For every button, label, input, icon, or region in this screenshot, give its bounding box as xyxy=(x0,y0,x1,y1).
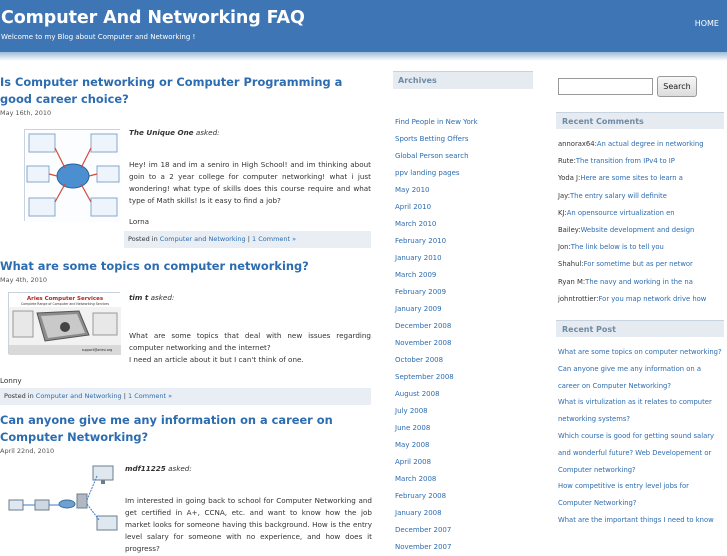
post-body xyxy=(0,117,372,247)
comment-item xyxy=(558,239,724,256)
site-title[interactable]: Computer And Networking FAQ xyxy=(1,8,305,28)
post-date: May 4th, 2010 xyxy=(0,276,47,284)
comment-author: KJ: xyxy=(558,208,567,217)
comment-item xyxy=(558,170,724,187)
comment-link[interactable]: For you map network drive how xyxy=(598,294,707,303)
post-title[interactable]: Is Computer networking or Computer Programming a good career choice? xyxy=(0,75,343,106)
archive-link[interactable]: March 2009 xyxy=(395,271,437,279)
comment-item xyxy=(558,188,724,205)
site-header xyxy=(0,0,727,52)
site-tagline: Welcome to my Blog about Computer and Networking ! xyxy=(1,33,196,41)
recent-post-link[interactable]: What are some topics on computer networking? xyxy=(558,348,722,356)
post-author: Lorna xyxy=(129,217,150,226)
comment-link[interactable]: For sometime but as per networ xyxy=(583,260,693,269)
archives-list xyxy=(395,114,478,556)
post-text xyxy=(129,330,371,366)
archive-link[interactable]: December 2007 xyxy=(395,526,452,534)
comment-link[interactable]: The link below is to tell you xyxy=(570,243,664,252)
recent-posts-heading: Recent Post xyxy=(556,320,724,337)
archive-link[interactable]: ppv landing pages xyxy=(395,169,460,177)
comment-link[interactable]: An actual degree in networking xyxy=(596,140,704,148)
archive-link[interactable]: August 2008 xyxy=(395,390,440,398)
comment-author: Jay: xyxy=(558,191,570,200)
archive-link[interactable]: January 2010 xyxy=(395,254,442,262)
comment-author: Bailey: xyxy=(558,225,581,234)
comments-link[interactable]: 1 Comment » xyxy=(128,392,173,400)
recent-post-link[interactable]: How competitive is entry level jobs for Computer Networking? xyxy=(558,482,689,508)
comment-author: annorax64: xyxy=(558,140,597,148)
image-subtitle-text: Complete Range of Computer and Networking Services xyxy=(20,302,110,306)
archive-link[interactable]: April 2010 xyxy=(395,203,432,211)
archive-link[interactable]: March 2010 xyxy=(395,220,437,228)
post-title[interactable]: What are some topics on computer networking? xyxy=(0,259,309,273)
comment-item xyxy=(558,291,724,308)
post-title[interactable]: Can anyone give me any information on a career on Computer Networking? xyxy=(0,413,333,444)
post-thumbnail xyxy=(8,292,120,354)
category-link[interactable]: Computer and Networking xyxy=(159,235,246,243)
asked-label: asked: xyxy=(150,293,175,302)
post-meta xyxy=(124,231,371,248)
archive-link[interactable]: April 2008 xyxy=(395,458,432,466)
post-author: Lonny xyxy=(0,376,22,385)
archive-link[interactable]: December 2008 xyxy=(395,322,452,330)
post-article xyxy=(0,74,372,247)
category-link[interactable]: Computer and Networking xyxy=(35,392,122,400)
comment-author: johntrottier: xyxy=(558,294,599,303)
archive-link[interactable]: January 2008 xyxy=(395,509,442,517)
image-title-text: Aries Computer Services xyxy=(26,296,104,302)
archive-link[interactable]: May 2010 xyxy=(395,186,430,194)
asked-label: asked: xyxy=(168,464,192,473)
post-asker xyxy=(125,464,192,473)
recent-post-link[interactable]: Can anyone give me any information on a career on Computer Networking? xyxy=(558,364,702,390)
comment-item xyxy=(558,274,724,291)
archives-heading: Archives xyxy=(393,71,533,89)
post-thumbnail xyxy=(24,129,120,221)
archives-widget xyxy=(393,71,533,551)
post-text: Hey! im 18 and im a seniro in High School! and im thinking about goin to a 2 year college for computer networking! what i just wondering! what type of skills does this course require and what type of Math skills! Is it easy to find a job? xyxy=(129,160,371,205)
comment-author: Rute: xyxy=(558,157,576,166)
post-text: Im interested in going back to school for Computer Networking and get certified in A+, CCNA, etc. and want to know how the job market looks for someone having this background. How is the entry level salary for someone with no experience, and how does it progress? xyxy=(125,496,372,553)
comment-author: Jon: xyxy=(558,243,571,252)
post-meta xyxy=(0,388,371,405)
archive-link[interactable]: Find People in New York xyxy=(395,118,478,126)
comment-item xyxy=(558,222,724,239)
post-asker xyxy=(129,293,174,302)
asked-label: asked: xyxy=(195,128,220,137)
archive-link[interactable]: October 2008 xyxy=(395,356,444,364)
post-body xyxy=(0,284,372,414)
archive-link[interactable]: February 2010 xyxy=(395,237,447,245)
archive-link[interactable]: January 2009 xyxy=(395,305,442,313)
post-asker xyxy=(129,128,220,137)
comment-item xyxy=(558,153,724,170)
archive-link[interactable]: February 2008 xyxy=(395,492,447,500)
meta-separator: | xyxy=(123,392,126,400)
comment-link[interactable]: The navy and working in the na xyxy=(585,277,693,286)
computer-services-image xyxy=(9,293,121,355)
comment-link[interactable]: An opensource virtualization en xyxy=(566,208,675,217)
comments-link[interactable]: 1 Comment » xyxy=(252,235,297,243)
asker-name: mdf11225 xyxy=(125,464,166,473)
archive-link[interactable]: June 2008 xyxy=(395,424,431,432)
archive-link[interactable]: July 2008 xyxy=(395,407,428,415)
meta-separator: | xyxy=(247,235,250,243)
recent-posts-list xyxy=(558,344,724,529)
asker-name: The Unique One xyxy=(129,128,194,137)
archive-link[interactable]: Sports Betting Offers xyxy=(395,135,469,143)
post-date: May 16th, 2010 xyxy=(0,109,52,117)
recent-post-link[interactable]: What is virtulization as it relates to computer networking systems? xyxy=(558,398,712,424)
archive-link[interactable]: November 2007 xyxy=(395,543,452,551)
archive-link[interactable]: March 2008 xyxy=(395,475,437,483)
post-article xyxy=(0,412,372,555)
archive-link[interactable]: February 2009 xyxy=(395,288,447,296)
recent-comments-heading: Recent Comments xyxy=(556,112,724,129)
comment-author: Shahul: xyxy=(558,260,584,269)
comment-link[interactable]: Website development and design xyxy=(580,225,695,234)
comment-link[interactable]: The transition from IPv4 to IP xyxy=(575,157,675,166)
recent-post-link[interactable]: Which course is good for getting sound salary and wonderful future? Web Developement or Computer networking? xyxy=(558,431,715,474)
post-text-paragraph: I need an article about it but I can't think of one. xyxy=(129,355,304,364)
comment-item xyxy=(558,256,724,273)
archive-link[interactable]: Global Person search xyxy=(395,152,469,160)
posted-in-label: Posted in xyxy=(4,392,34,400)
recent-post-link[interactable]: What are the important things I need to know xyxy=(558,515,714,524)
nav-home-link[interactable]: HOME xyxy=(694,19,719,28)
post-body xyxy=(0,455,372,555)
post-text-paragraph: What are some topics that deal with new issues regarding computer networking and the internet? xyxy=(129,331,371,352)
network-topology-image xyxy=(7,464,119,538)
comment-link[interactable]: The entry salary will definite xyxy=(570,191,667,200)
post-thumbnail xyxy=(6,463,118,537)
archive-link[interactable]: May 2008 xyxy=(395,441,430,449)
recent-comments-list xyxy=(558,136,724,308)
comment-author: Yoda J: xyxy=(558,174,581,183)
comment-item xyxy=(558,205,724,222)
networking-diagram-image xyxy=(25,130,121,222)
comment-item xyxy=(558,136,724,153)
asker-name: tim t xyxy=(129,293,149,302)
comment-link[interactable]: Here are some sites to learn a xyxy=(580,174,683,183)
search-input[interactable] xyxy=(558,78,653,95)
post-article xyxy=(0,258,372,414)
posted-in-label: Posted in xyxy=(128,235,158,243)
search-button[interactable]: Search xyxy=(657,76,697,97)
post-date: April 22nd, 2010 xyxy=(0,447,55,455)
comment-author: Ryan M: xyxy=(558,277,586,286)
archive-link[interactable]: September 2008 xyxy=(395,373,454,381)
image-url-text: support@ariesi.org xyxy=(81,348,113,352)
archive-link[interactable]: November 2008 xyxy=(395,339,452,347)
